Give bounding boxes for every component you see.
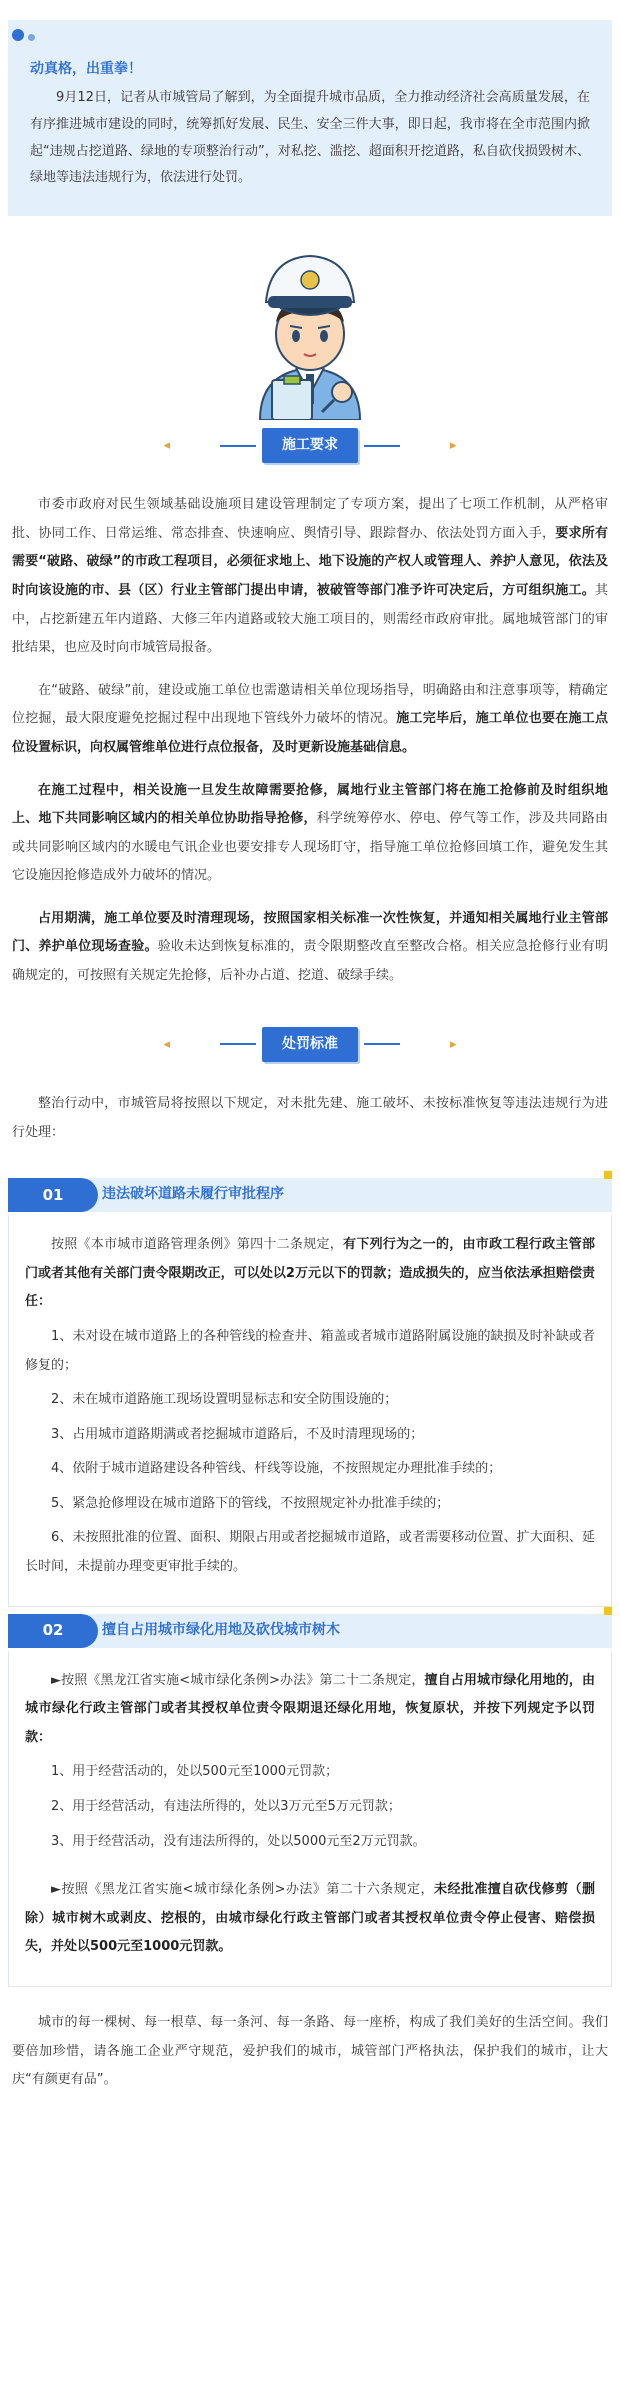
penalty-item-header: [8, 1175, 612, 1215]
chevron-right-icon: ▸: [450, 437, 457, 453]
rule-line: 6、未按照批准的位置、面积、期限占用或者挖掘城市道路，或者需要移动位置、扩大面积、延长时间，未提前办理变更审批手续的。: [25, 1530, 595, 1575]
closing-paragraph: 城市的每一棵树、每一根草、每一条河、每一条路、每一座桥，构成了我们美好的生活空间。我们要倍加珍惜，请各施工企业严守规范，爱护我们的城市，城管部门严格执法，保护我们的城市，让大庆“有颜更有品”。: [12, 2015, 608, 2088]
rule-line: 2、用于经营活动，有违法所得的，处以3万元至5万元罚款；: [51, 1799, 401, 1815]
requirements-paragraph-3: 在施工过程中，相关设施一旦发生故障需要抢修，属地行业主管部门将在施工抢修前及时组织地上、地下共同影响区域内的相关单位协助指导抢修，科学统筹停水、停电、停气等工作，涉及共同路由或共同影响区域内的水暖电气讯企业也要安排专人现场盯守，指导施工单位抢修回填工作，避免发生其它设施因抢修造成外力破坏的情况。: [12, 782, 608, 884]
corner-accent: [604, 1171, 612, 1179]
corner-accent: [604, 1607, 612, 1615]
rule-line: 1、未对设在城市道路上的各种管线的检查井、箱盖或者城市道路附属设施的缺损及时补缺或者修复的；: [25, 1328, 595, 1373]
penalty-item-body: [8, 1215, 612, 1607]
chevron-left-icon: ◂: [163, 1036, 170, 1052]
item-number: 01: [8, 1178, 98, 1212]
rule-line: 2、未在城市道路施工现场设置明显标志和安全防围设施的；: [51, 1392, 398, 1408]
section-title-penalties: [0, 1027, 620, 1062]
notice-body: 9月12日，记者从市城管局了解到，为全面提升城市品质，全力推动经济社会高质量发展，在有序推进城市建设的同时，统筹抓好发展、民生、安全三件大事，即日起，我市将在全市范围内掀起“违规占挖道路、绿地的专项整治行动”，对私挖、滥挖、超面积开挖道路，私自砍伐损毁树木、绿地等违法违规行为，依法进行处罚。: [30, 90, 590, 186]
notice-box: [8, 20, 612, 216]
item-lead-2: ►按照《黑龙江省实施<城市绿化条例>办法》第二十六条规定，未经批准擅自砍伐修剪（删除）城市树木或剥皮、挖根的，由城市绿化行政主管部门或者其授权单位责令停止侵害、赔偿损失，并处以500元至1000元罚款。: [25, 1882, 595, 1955]
requirements-paragraph-1: 市委市政府对民生领域基础设施项目建设管理制定了专项方案，提出了七项工作机制，从严格审批、协同工作、日常运维、常态排查、快速响应、舆情引导、跟踪督办、依法处罚方面入手，要求所有需要“破路、破绿”的市政工程项目，必须征求地上、地下设施的产权人或管理人、养护人意见，依法及时向该设施的市、县（区）行业主管部门提出申请，被破管等部门准予许可决定后，方可组织施工。其中，占挖新建五年内道路、大修三年内道路或较大施工项目的，则需经市政府审批。属地城管部门的审批结果，也应及时向市城管局报备。: [12, 497, 608, 656]
penalty-item-body: [8, 1651, 612, 1987]
item-title: 违法破坏道路未履行审批程序: [86, 1178, 612, 1212]
item-lead: ►按照《黑龙江省实施<城市绿化条例>办法》第二十二条规定，擅自占用城市绿化用地的，由城市绿化行政主管部门或者其授权单位责令限期退还绿化用地，恢复原状，并按下列规定予以罚款：: [25, 1672, 595, 1745]
rule-line: 4、依附于城市道路建设各种管线、杆线等设施，不按照规定办理批准手续的；: [51, 1461, 502, 1477]
requirements-paragraph-4: 占用期满，施工单位要及时清理现场，按照国家相关标准一次性恢复，并通知相关属地行业主管部门、养护单位现场查验。验收未达到恢复标准的，责令限期整改直至整改合格。相关应急抢修行业有明确规定的，可按照有关规定先抢修，后补办占道、挖道、破绿手续。: [12, 910, 608, 984]
rule-line: 3、用于经营活动，没有违法所得的，处以5000元至2万元罚款。: [51, 1833, 426, 1849]
chevron-left-icon: ◂: [163, 437, 170, 453]
section-label-penalties: 处罚标准: [262, 1027, 358, 1062]
notice-heading: 动真格，出重拳！: [30, 61, 142, 77]
traffic-officer-illustration: [230, 244, 390, 420]
item-number: 02: [8, 1614, 98, 1648]
decorative-dots: [12, 24, 35, 51]
title-divider-left: [176, 445, 256, 447]
rule-line: 5、紧急抢修埋设在城市道路下的管线，不按照规定补办批准手续的；: [51, 1495, 450, 1511]
title-divider-right: [364, 1043, 444, 1045]
penalty-item-header: [8, 1611, 612, 1651]
penalties-intro: 整治行动中，市城管局将按照以下规定，对未批先建、施工破坏、未按标准恢复等违法违规行为进行处理：: [12, 1095, 608, 1140]
item-lead: 按照《本市城市道路管理条例》第四十二条规定，有下列行为之一的，由市政工程行政主管部门或者其他有关部门责令限期改正，可以处以2万元以下的罚款；造成损失的，应当依法承担赔偿责任：: [25, 1237, 595, 1310]
requirements-paragraph-2: 在“破路、破绿”前，建设或施工单位也需邀请相关单位现场指导，明确路由和注意事项等，精确定位挖掘，最大限度避免挖掘过程中出现地下管线外力破坏的情况。施工完毕后，施工单位也要在施工点位设置标识，向权属管维单位进行点位报备，及时更新设施基础信息。: [12, 682, 608, 755]
title-divider-right: [364, 445, 444, 447]
rule-line: 3、占用城市道路期满或者挖掘城市道路后，不及时清理现场的；: [51, 1426, 424, 1442]
section-title-requirements: [0, 428, 620, 463]
section-label-requirements: 施工要求: [262, 428, 358, 463]
title-divider-left: [176, 1043, 256, 1045]
rule-line: 1、用于经营活动的，处以500元至1000元罚款；: [51, 1764, 339, 1780]
item-title: 擅自占用城市绿化用地及砍伐城市树木: [86, 1614, 612, 1648]
chevron-right-icon: ▸: [450, 1036, 457, 1052]
